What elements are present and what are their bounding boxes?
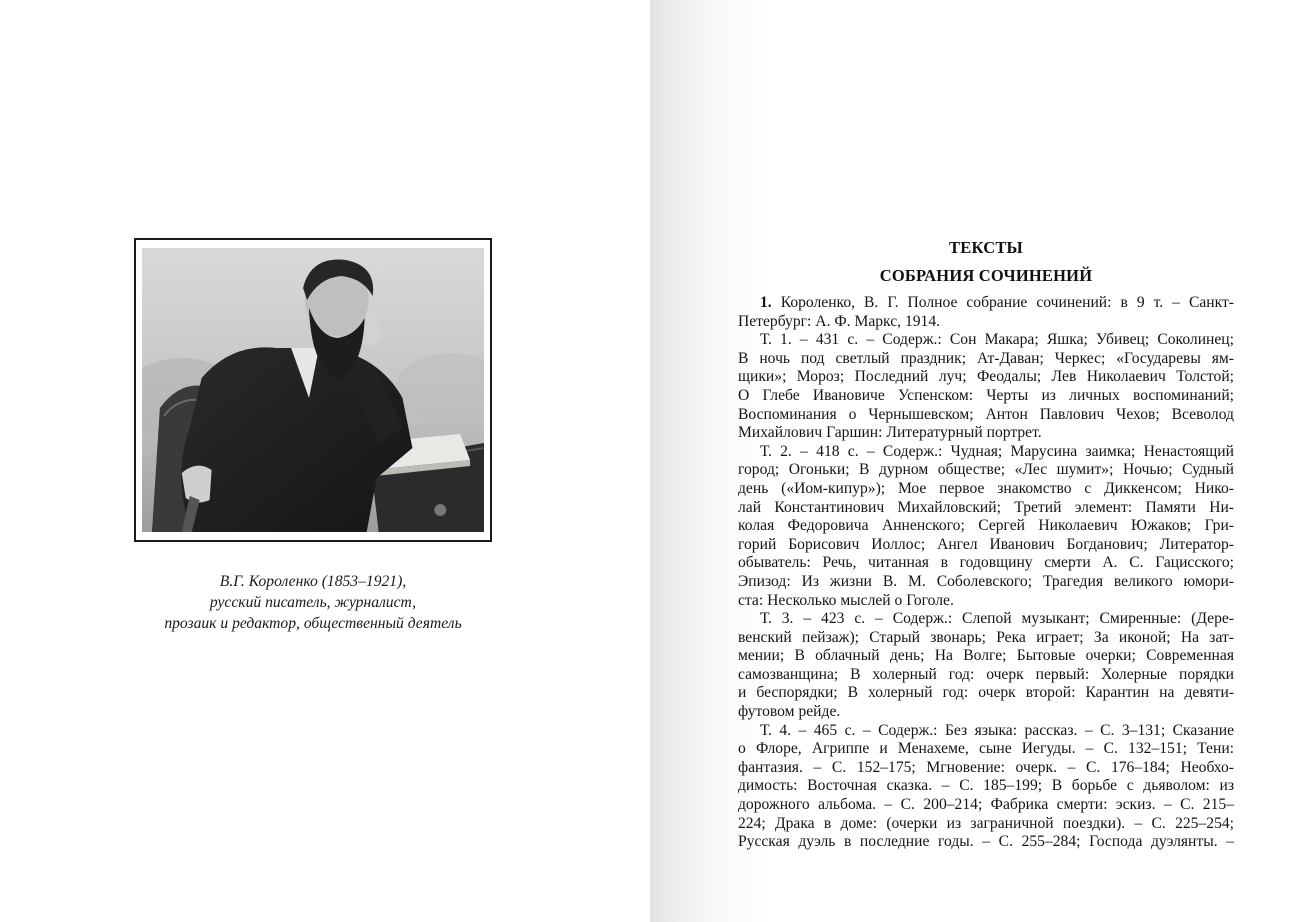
entry-line: Т. 2. – 418 с. – Содерж.: Чудная; Марусина заимка; Ненастоящий [760,442,1234,460]
entry-line: фантазия. – С. 152–175; Мгновение: очерк. – С. 176–184; Необхо- [738,758,1234,776]
entry-line: Эпизод: Из жизни В. М. Соболевского; Трагедия великого юмори- [738,572,1234,590]
entry-line-first [738,294,1234,313]
entry-text: Короленко, В. Г. Полное собрание сочинений: в 9 т. – Санкт- [771,294,1234,311]
entry-line: Русская дуэль в последние годы. – С. 255–284; Господа дуэлянты. – [738,833,1234,851]
caption-line: прозаик и редактор, общественный деятель [164,615,462,632]
entry-line: Т. 3. – 423 с. – Содерж.: Слепой музыкант; Смиренные: (Дере- [760,610,1234,628]
entry-line: дорожного альбома. – С. 200–214; Фабрика смерти: эскиз. – С. 215– [738,796,1234,814]
entry-line: и беспорядки; В холерный год: очерк второй: Карантин на девяти- [738,684,1234,702]
entry-line: Т. 1. – 431 с. – Содерж.: Сон Макара; Яшка; Убивец; Соколинец; [760,331,1234,349]
entry-line: димость: Восточная сказка. – С. 185–199; В борьбе с дьяволом: из [738,777,1234,795]
portrait-frame [134,238,492,542]
entry-line: В ночь под светлый праздник; Ат-Даван; Черкес; «Государевы ям- [738,349,1234,367]
entry-line: щики»; Мороз; Последний луч; Феодалы; Лев Николаевич Толстой; [738,368,1234,386]
entry-line: день («Иом-кипур»); Мое первое знакомство с Диккенсом; Нико- [738,479,1234,497]
entry-line: венский пейзаж); Старый звонарь; Река играет; За иконой; На зат- [738,628,1234,646]
portrait-image [142,248,484,532]
entry-line: колая Федоровича Анненского; Сергей Николаевич Южаков; Гри- [738,517,1234,535]
entry-line: Т. 4. – 465 с. – Содерж.: Без языка: рассказ. – С. 3–131; Сказание [760,721,1234,739]
entry-line: Петербург: А. Ф. Маркс, 1914. [738,312,941,330]
entry-line: обыватель: Речь, читанная в годовщину смерти А. С. Гацисского; [738,554,1234,572]
entry-line: лай Константинович Михайловский; Третий элемент: Памяти Ни- [738,498,1234,516]
caption-line: В.Г. Короленко (1853–1921), [219,573,407,590]
caption-line: русский писатель, журналист, [209,594,417,611]
entry-number: 1. [760,294,772,311]
entry-line: футовом рейде. [738,703,841,721]
entry-line: мении; В облачный день; На Волге; Бытовые очерки; Современная [738,647,1234,665]
entry-line: горий Борисович Иоллос; Ангел Иванович Богданович; Литератор- [738,535,1234,553]
entry-line: 224; Драка в доме: (очерки из заграничной поездки). – С. 225–254; [738,814,1234,832]
section-heading: ТЕКСТЫ [949,238,1023,257]
portrait-photo [142,248,484,532]
entry-line: город; Огоньки; В дурном обществе; «Лес шумит»; Ночью; Судный [738,461,1234,479]
section-subheading: СОБРАНИЯ СОЧИНЕНИЙ [879,266,1093,285]
bibliography-entry [738,294,1234,852]
entry-line: о Флоре, Агриппе и Менахеме, сыне Иегуды. – С. 132–151; Тени: [738,740,1234,758]
portrait-caption [134,571,492,634]
entry-line: Михайлович Гаршин: Литературный портрет. [738,424,1042,442]
entry-line: Воспоминания о Чернышевском; Антон Павлович Чехов; Всеволод [738,405,1234,423]
entry-line: О Глебе Ивановиче Успенском: Черты из личных воспоминаний; [738,386,1234,404]
entry-line: ста: Несколько мыслей о Гоголе. [738,591,954,609]
entry-line: самозванщина; В холерный год: очерк первый: Холерные порядки [738,665,1234,683]
